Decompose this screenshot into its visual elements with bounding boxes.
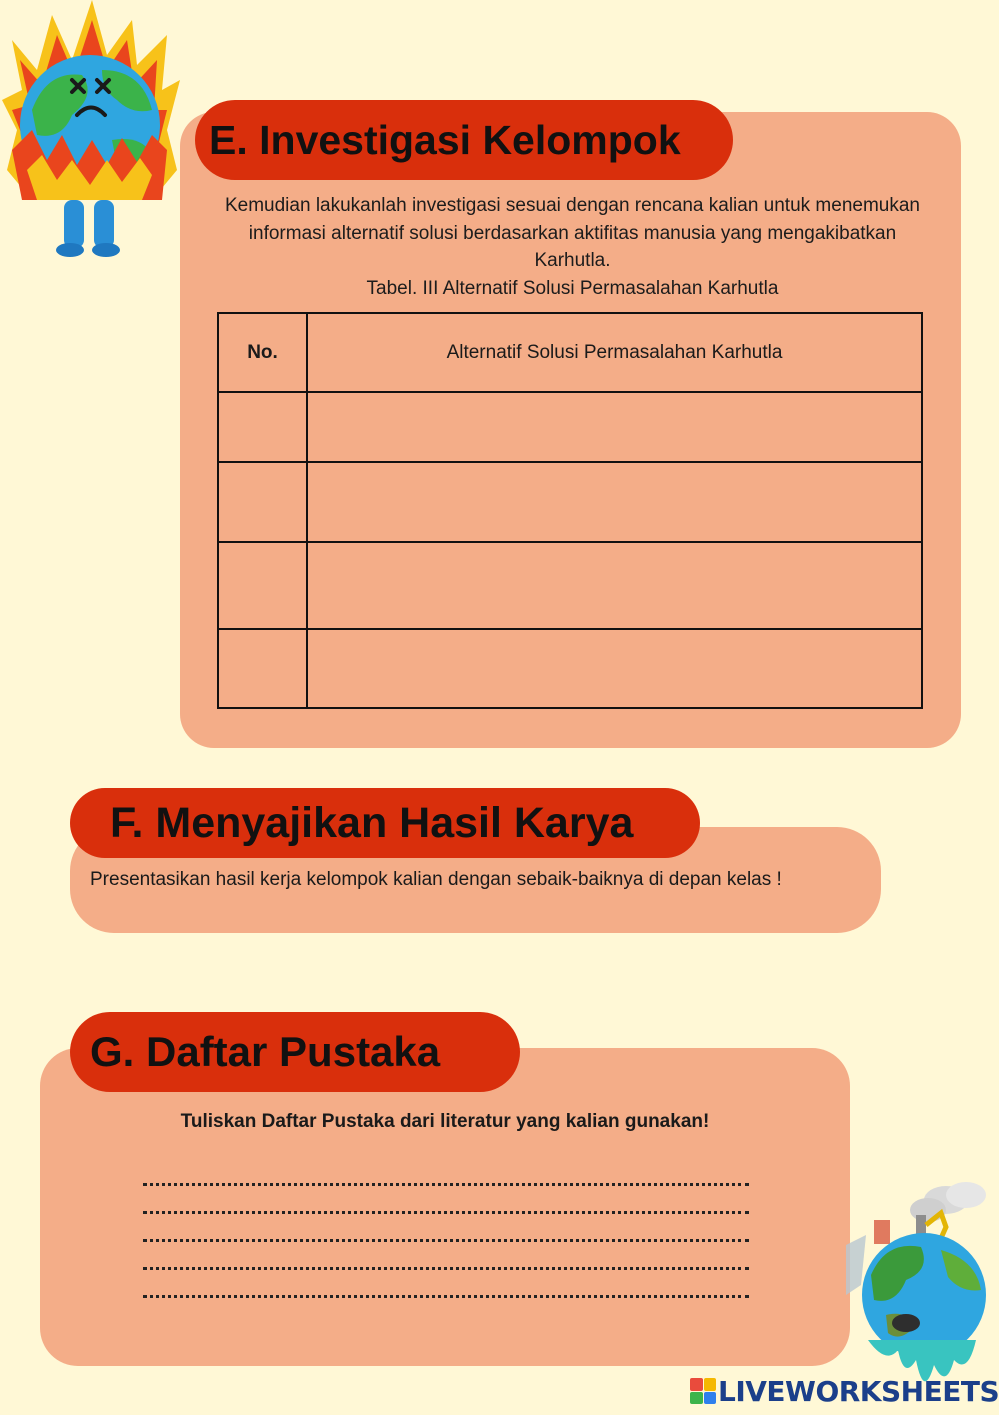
column-header-no: No.	[218, 313, 307, 392]
cell-solution[interactable]	[307, 462, 922, 542]
table-row	[218, 629, 922, 708]
cell-solution[interactable]	[307, 392, 922, 462]
bibliography-card	[40, 1048, 850, 1366]
section-f-text: Presentasikan hasil kerja kelompok kalian dengan sebaik-baiknya di depan kelas !	[90, 869, 782, 890]
intro-text: Kemudian lakukanlah investigasi sesuai dengan rencana kalian untuk menemukan informasi alternatif solusi berdasarkan aktifitas manusia yang mengakibatkan Karhutla.	[224, 195, 920, 271]
bibliography-line-1[interactable]	[143, 1183, 749, 1186]
cell-no[interactable]	[218, 542, 307, 629]
column-header-solution: Alternatif Solusi Permasalahan Karhutla	[307, 313, 922, 392]
bibliography-line-4[interactable]	[143, 1267, 749, 1270]
burning-earth-mascot-icon	[2, 0, 180, 262]
bibliography-line-3[interactable]	[143, 1239, 749, 1242]
cell-no[interactable]	[218, 392, 307, 462]
section-e-title: E. Investigasi Kelompok	[195, 100, 733, 180]
cell-solution[interactable]	[307, 629, 922, 708]
table-row	[218, 462, 922, 542]
liveworksheets-logo-icon	[690, 1378, 716, 1404]
solution-table	[217, 312, 923, 709]
section-e-intro	[210, 192, 935, 302]
table-row	[218, 392, 922, 462]
section-f-title: F. Menyajikan Hasil Karya	[70, 788, 700, 858]
cell-solution[interactable]	[307, 542, 922, 629]
table-caption: Tabel. III Alternatif Solusi Permasalahan Karhutla	[366, 277, 779, 299]
bibliography-line-5[interactable]	[143, 1295, 749, 1298]
section-g-instruction: Tuliskan Daftar Pustaka dari literatur yang kalian gunakan!	[180, 1111, 710, 1132]
table-row	[218, 542, 922, 629]
liveworksheets-brand[interactable]	[690, 1374, 999, 1408]
bibliography-line-2[interactable]	[143, 1211, 749, 1214]
section-g-title: G. Daftar Pustaka	[70, 1012, 520, 1092]
table-header-row	[218, 313, 922, 392]
brand-text: LIVEWORKSHEETS	[718, 1374, 999, 1408]
cell-no[interactable]	[218, 629, 307, 708]
cell-no[interactable]	[218, 462, 307, 542]
